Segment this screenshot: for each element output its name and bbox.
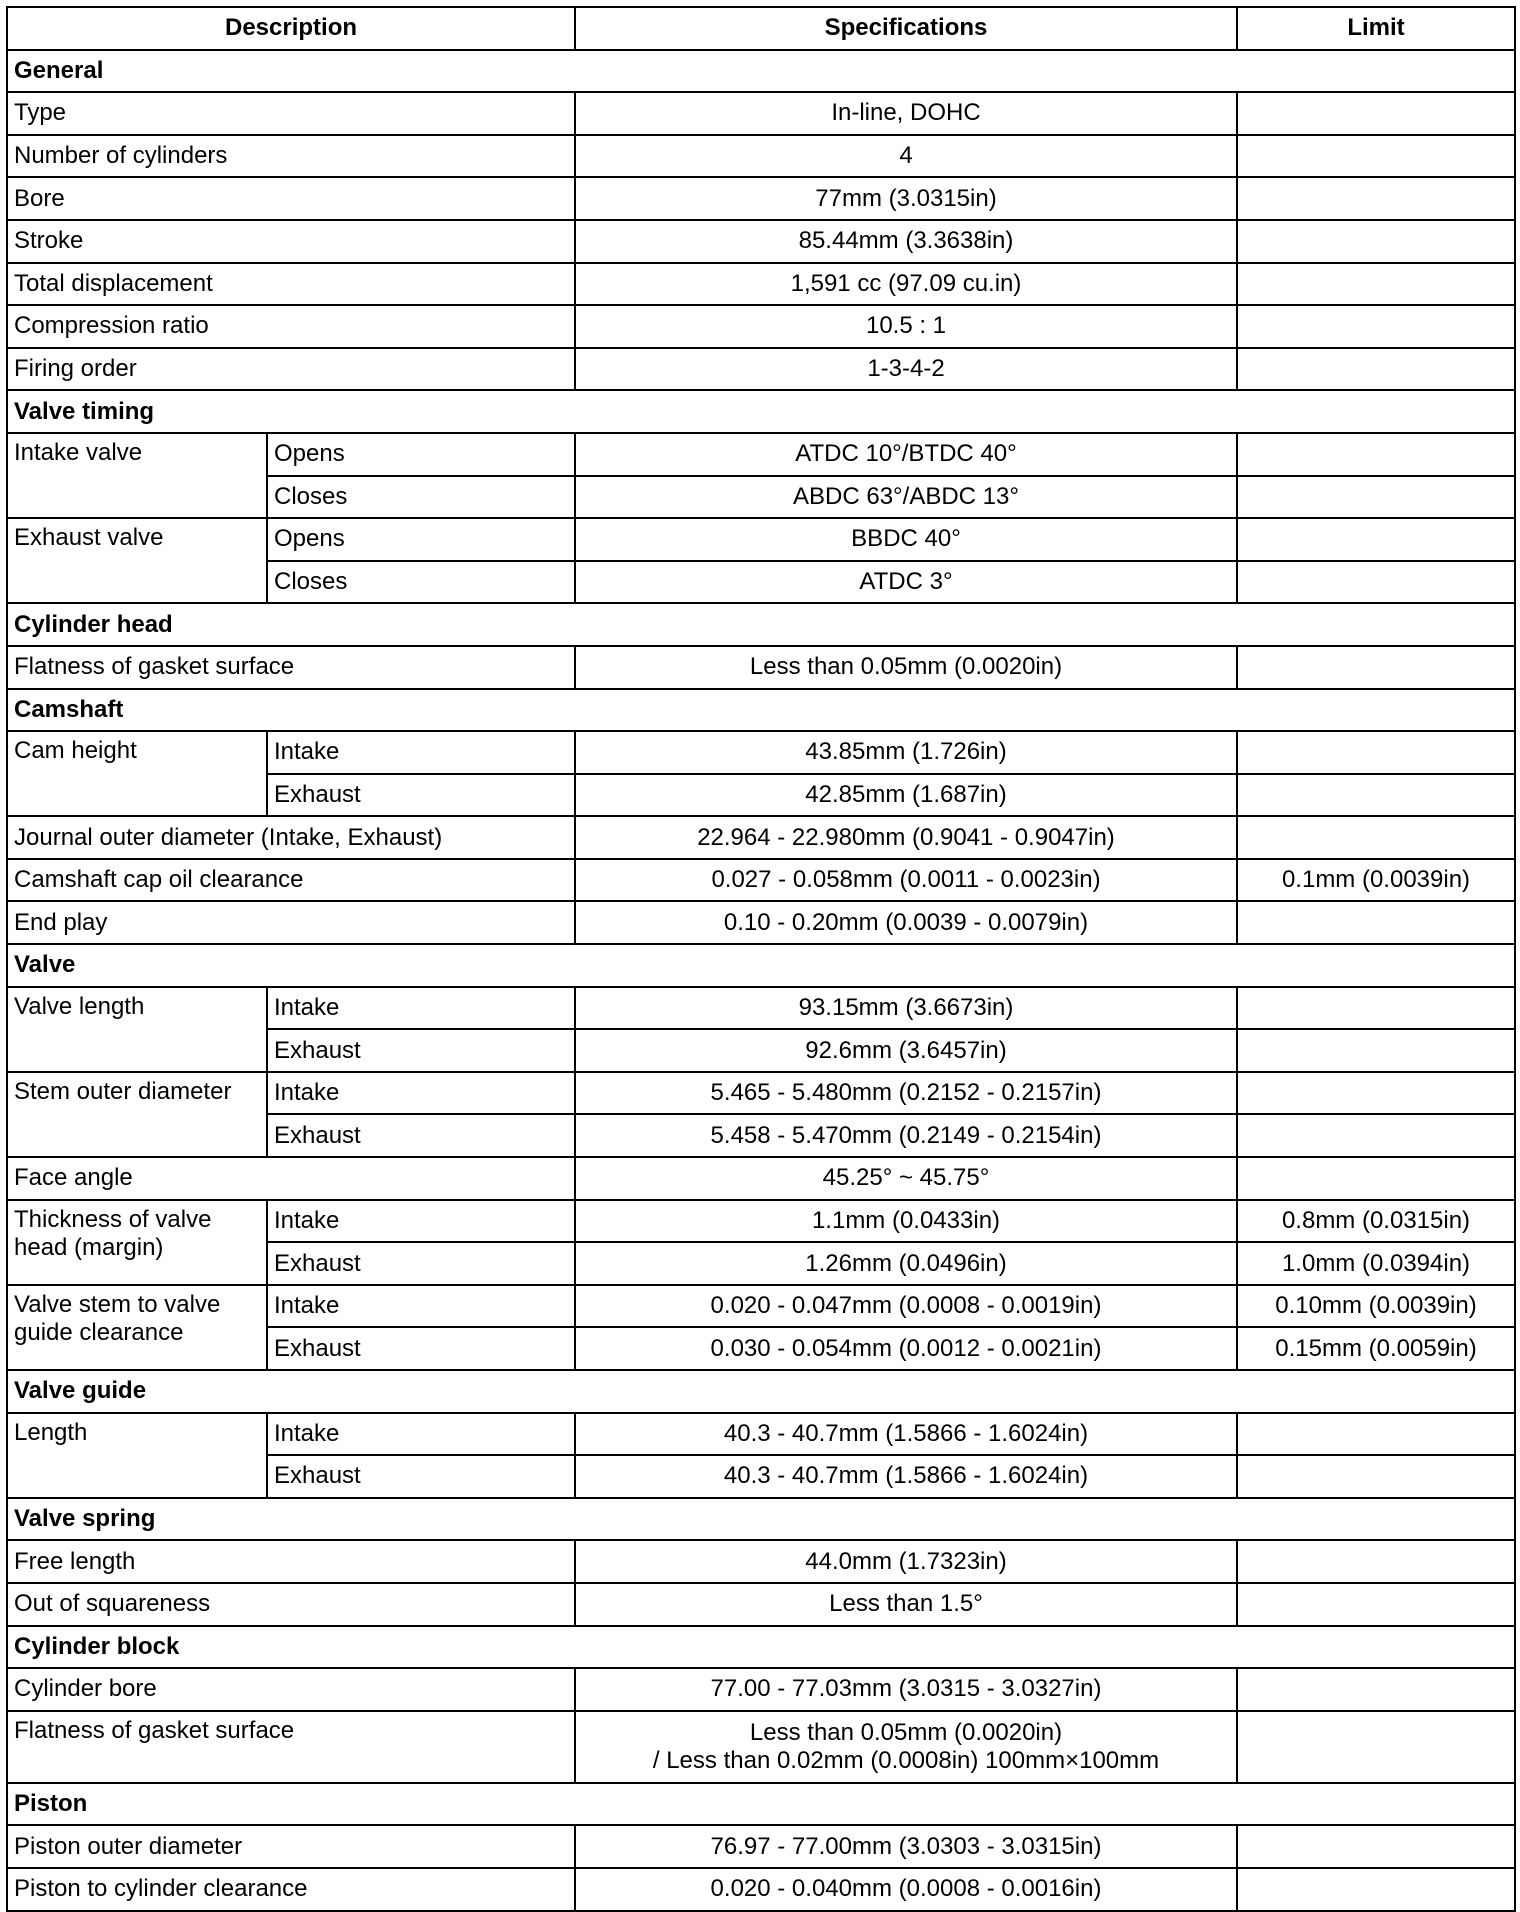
section-valve: Valve bbox=[7, 944, 1515, 987]
row-label: Piston to cylinder clearance bbox=[7, 1868, 575, 1911]
row-label: Firing order bbox=[7, 348, 575, 391]
row-sublabel: Exhaust bbox=[267, 1327, 575, 1370]
row-limit bbox=[1237, 816, 1515, 859]
section-row bbox=[7, 1498, 1515, 1541]
row-spec: 77mm (3.0315in) bbox=[575, 177, 1237, 220]
row-limit bbox=[1237, 348, 1515, 391]
section-camshaft: Camshaft bbox=[7, 689, 1515, 732]
table-row bbox=[7, 1157, 1515, 1200]
row-spec: 76.97 - 77.00mm (3.0303 - 3.0315in) bbox=[575, 1825, 1237, 1868]
table-row bbox=[7, 646, 1515, 689]
row-limit bbox=[1237, 987, 1515, 1030]
table-row bbox=[7, 731, 1515, 774]
row-spec: 0.027 - 0.058mm (0.0011 - 0.0023in) bbox=[575, 859, 1237, 902]
row-sublabel: Intake bbox=[267, 1072, 575, 1115]
row-limit bbox=[1237, 1157, 1515, 1200]
row-limit bbox=[1237, 1825, 1515, 1868]
row-spec: 1-3-4-2 bbox=[575, 348, 1237, 391]
row-spec: 0.10 - 0.20mm (0.0039 - 0.0079in) bbox=[575, 901, 1237, 944]
table-row bbox=[7, 816, 1515, 859]
row-label: Total displacement bbox=[7, 263, 575, 306]
row-limit bbox=[1237, 220, 1515, 263]
row-limit bbox=[1237, 731, 1515, 774]
row-spec: 4 bbox=[575, 135, 1237, 178]
table-row bbox=[7, 305, 1515, 348]
table-row bbox=[7, 135, 1515, 178]
engine-spec-table bbox=[6, 6, 1516, 1912]
row-spec: In-line, DOHC bbox=[575, 92, 1237, 135]
row-label: Number of cylinders bbox=[7, 135, 575, 178]
section-row bbox=[7, 603, 1515, 646]
row-limit bbox=[1237, 263, 1515, 306]
row-label: Flatness of gasket surface bbox=[7, 646, 575, 689]
row-label: Exhaust valve bbox=[7, 518, 267, 603]
row-spec: 10.5 : 1 bbox=[575, 305, 1237, 348]
row-label: Camshaft cap oil clearance bbox=[7, 859, 575, 902]
row-label: Stem outer diameter bbox=[7, 1072, 267, 1157]
table-row bbox=[7, 1668, 1515, 1711]
row-limit bbox=[1237, 1072, 1515, 1115]
row-spec: 40.3 - 40.7mm (1.5866 - 1.6024in) bbox=[575, 1455, 1237, 1498]
row-spec: 77.00 - 77.03mm (3.0315 - 3.0327in) bbox=[575, 1668, 1237, 1711]
row-label: Out of squareness bbox=[7, 1583, 575, 1626]
row-sublabel: Exhaust bbox=[267, 1029, 575, 1072]
row-sublabel: Opens bbox=[267, 433, 575, 476]
row-label: Intake valve bbox=[7, 433, 267, 518]
row-spec: 1.1mm (0.0433in) bbox=[575, 1200, 1237, 1243]
header-specifications: Specifications bbox=[575, 7, 1237, 50]
section-row bbox=[7, 1370, 1515, 1413]
row-limit: 0.8mm (0.0315in) bbox=[1237, 1200, 1515, 1243]
row-label: Thickness of valve head (margin) bbox=[7, 1200, 267, 1285]
table-row bbox=[7, 263, 1515, 306]
row-spec: 0.020 - 0.047mm (0.0008 - 0.0019in) bbox=[575, 1285, 1237, 1328]
row-spec: 45.25° ~ 45.75° bbox=[575, 1157, 1237, 1200]
row-limit bbox=[1237, 1540, 1515, 1583]
row-sublabel: Intake bbox=[267, 1200, 575, 1243]
row-label: Bore bbox=[7, 177, 575, 220]
row-spec: 1.26mm (0.0496in) bbox=[575, 1242, 1237, 1285]
row-limit bbox=[1237, 1711, 1515, 1783]
row-label: Valve stem to valve guide clearance bbox=[7, 1285, 267, 1370]
row-sublabel: Opens bbox=[267, 518, 575, 561]
row-sublabel: Intake bbox=[267, 731, 575, 774]
row-sublabel: Exhaust bbox=[267, 1455, 575, 1498]
row-label: Piston outer diameter bbox=[7, 1825, 575, 1868]
row-limit: 0.15mm (0.0059in) bbox=[1237, 1327, 1515, 1370]
row-spec: 93.15mm (3.6673in) bbox=[575, 987, 1237, 1030]
row-spec: Less than 1.5° bbox=[575, 1583, 1237, 1626]
section-row bbox=[7, 390, 1515, 433]
row-spec: 1,591 cc (97.09 cu.in) bbox=[575, 263, 1237, 306]
row-label: Face angle bbox=[7, 1157, 575, 1200]
row-limit bbox=[1237, 1413, 1515, 1456]
row-sublabel: Closes bbox=[267, 561, 575, 604]
row-label: Cam height bbox=[7, 731, 267, 816]
table-row bbox=[7, 220, 1515, 263]
row-limit bbox=[1237, 476, 1515, 519]
row-limit bbox=[1237, 1114, 1515, 1157]
row-limit bbox=[1237, 177, 1515, 220]
row-sublabel: Exhaust bbox=[267, 1114, 575, 1157]
header-row bbox=[7, 7, 1515, 50]
table-row bbox=[7, 1413, 1515, 1456]
row-limit bbox=[1237, 774, 1515, 817]
row-limit bbox=[1237, 135, 1515, 178]
row-spec bbox=[575, 1711, 1237, 1783]
row-spec: 92.6mm (3.6457in) bbox=[575, 1029, 1237, 1072]
row-label: Compression ratio bbox=[7, 305, 575, 348]
row-spec: 5.465 - 5.480mm (0.2152 - 0.2157in) bbox=[575, 1072, 1237, 1115]
section-row bbox=[7, 689, 1515, 732]
header-limit: Limit bbox=[1237, 7, 1515, 50]
table-row bbox=[7, 1711, 1515, 1783]
row-limit: 0.1mm (0.0039in) bbox=[1237, 859, 1515, 902]
row-limit: 0.10mm (0.0039in) bbox=[1237, 1285, 1515, 1328]
row-spec: 0.030 - 0.054mm (0.0012 - 0.0021in) bbox=[575, 1327, 1237, 1370]
table-row bbox=[7, 177, 1515, 220]
row-label: Stroke bbox=[7, 220, 575, 263]
row-limit bbox=[1237, 1868, 1515, 1911]
section-valve-timing: Valve timing bbox=[7, 390, 1515, 433]
spec-table-container bbox=[6, 6, 1514, 1912]
row-spec: BBDC 40° bbox=[575, 518, 1237, 561]
row-spec: 44.0mm (1.7323in) bbox=[575, 1540, 1237, 1583]
section-valve-spring: Valve spring bbox=[7, 1498, 1515, 1541]
row-spec: Less than 0.05mm (0.0020in) bbox=[575, 646, 1237, 689]
table-row bbox=[7, 92, 1515, 135]
row-label: End play bbox=[7, 901, 575, 944]
row-spec: 42.85mm (1.687in) bbox=[575, 774, 1237, 817]
table-row bbox=[7, 987, 1515, 1030]
row-label: Flatness of gasket surface bbox=[7, 1711, 575, 1783]
header-description: Description bbox=[7, 7, 575, 50]
table-row bbox=[7, 859, 1515, 902]
row-spec: 43.85mm (1.726in) bbox=[575, 731, 1237, 774]
row-limit bbox=[1237, 1029, 1515, 1072]
row-spec: ATDC 10°/BTDC 40° bbox=[575, 433, 1237, 476]
table-row bbox=[7, 1868, 1515, 1911]
section-general: General bbox=[7, 50, 1515, 93]
table-row bbox=[7, 1583, 1515, 1626]
section-valve-guide: Valve guide bbox=[7, 1370, 1515, 1413]
row-limit bbox=[1237, 92, 1515, 135]
row-sublabel: Exhaust bbox=[267, 1242, 575, 1285]
section-piston: Piston bbox=[7, 1783, 1515, 1826]
row-spec: ABDC 63°/ABDC 13° bbox=[575, 476, 1237, 519]
row-sublabel: Closes bbox=[267, 476, 575, 519]
table-row bbox=[7, 1285, 1515, 1328]
row-limit bbox=[1237, 1668, 1515, 1711]
table-row bbox=[7, 901, 1515, 944]
row-label: Free length bbox=[7, 1540, 575, 1583]
table-row bbox=[7, 1540, 1515, 1583]
row-limit bbox=[1237, 901, 1515, 944]
row-sublabel: Intake bbox=[267, 1285, 575, 1328]
row-sublabel: Exhaust bbox=[267, 774, 575, 817]
row-label: Cylinder bore bbox=[7, 1668, 575, 1711]
row-sublabel: Intake bbox=[267, 987, 575, 1030]
row-limit bbox=[1237, 1583, 1515, 1626]
row-label: Journal outer diameter (Intake, Exhaust) bbox=[7, 816, 575, 859]
table-row bbox=[7, 1200, 1515, 1243]
row-label: Length bbox=[7, 1413, 267, 1498]
row-limit bbox=[1237, 305, 1515, 348]
table-row bbox=[7, 1825, 1515, 1868]
section-row bbox=[7, 944, 1515, 987]
section-row bbox=[7, 1626, 1515, 1669]
table-row bbox=[7, 1072, 1515, 1115]
section-cylinder-block: Cylinder block bbox=[7, 1626, 1515, 1669]
row-spec: ATDC 3° bbox=[575, 561, 1237, 604]
row-spec: 40.3 - 40.7mm (1.5866 - 1.6024in) bbox=[575, 1413, 1237, 1456]
row-spec: 22.964 - 22.980mm (0.9041 - 0.9047in) bbox=[575, 816, 1237, 859]
row-limit bbox=[1237, 561, 1515, 604]
row-limit bbox=[1237, 433, 1515, 476]
row-limit bbox=[1237, 646, 1515, 689]
row-spec-line: / Less than 0.02mm (0.0008in) 100mm×100mm bbox=[652, 1746, 1160, 1774]
row-spec: 85.44mm (3.3638in) bbox=[575, 220, 1237, 263]
row-label: Valve length bbox=[7, 987, 267, 1072]
table-row bbox=[7, 433, 1515, 476]
section-cylinder-head: Cylinder head bbox=[7, 603, 1515, 646]
table-row bbox=[7, 518, 1515, 561]
row-limit bbox=[1237, 1455, 1515, 1498]
row-limit bbox=[1237, 518, 1515, 561]
section-row bbox=[7, 1783, 1515, 1826]
row-spec: 5.458 - 5.470mm (0.2149 - 0.2154in) bbox=[575, 1114, 1237, 1157]
table-row bbox=[7, 348, 1515, 391]
row-limit: 1.0mm (0.0394in) bbox=[1237, 1242, 1515, 1285]
row-label: Type bbox=[7, 92, 575, 135]
section-row bbox=[7, 50, 1515, 93]
row-spec-line: Less than 0.05mm (0.0020in) bbox=[749, 1718, 1063, 1746]
row-spec: 0.020 - 0.040mm (0.0008 - 0.0016in) bbox=[575, 1868, 1237, 1911]
row-sublabel: Intake bbox=[267, 1413, 575, 1456]
